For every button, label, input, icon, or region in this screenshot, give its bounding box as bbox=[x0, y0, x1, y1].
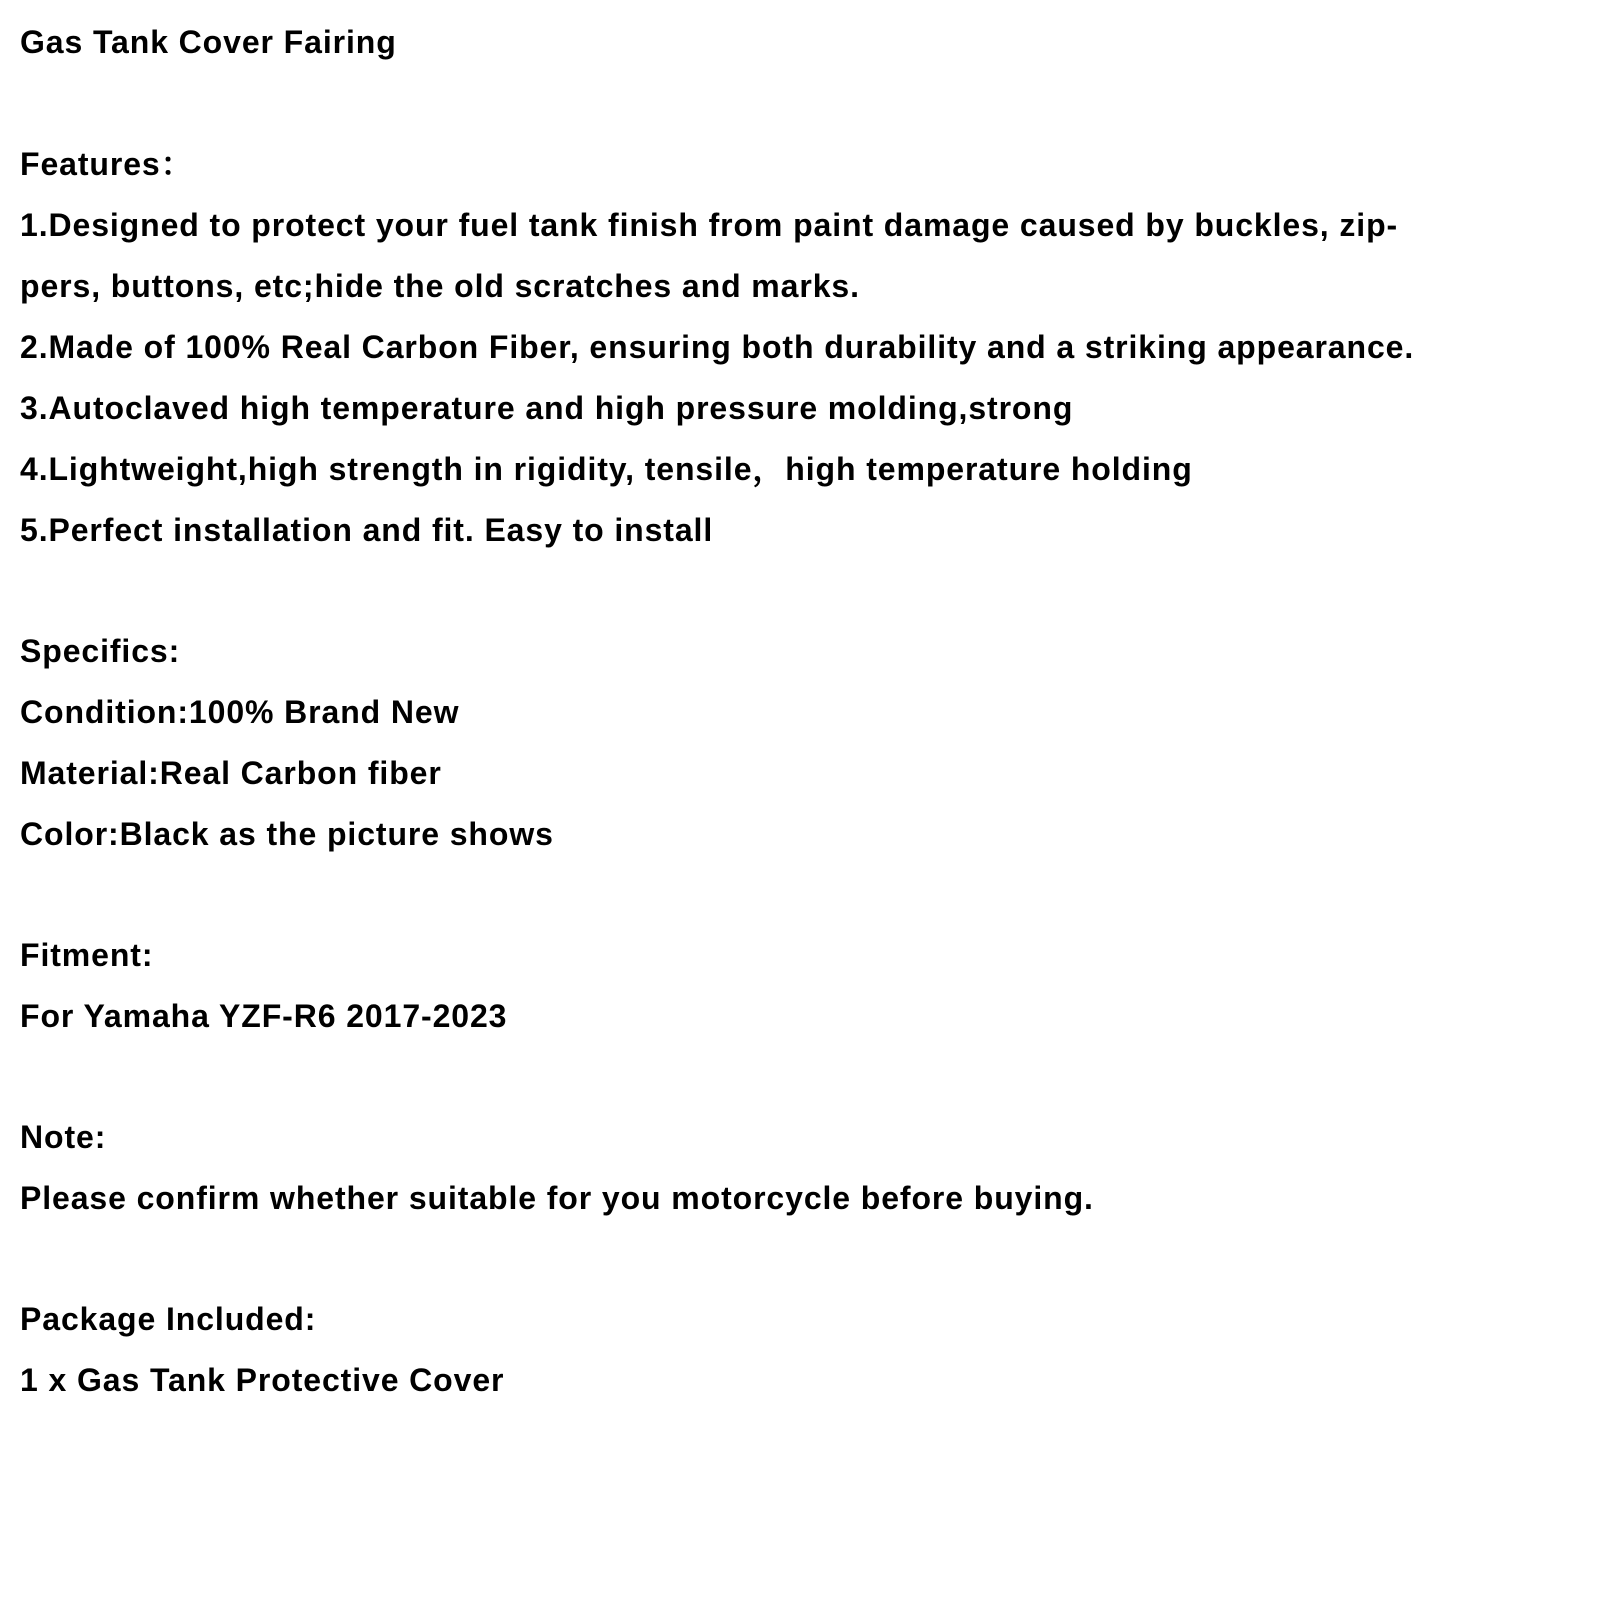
feature-item: pers, buttons, etc;hide the old scratches and marks. bbox=[20, 268, 860, 304]
package-item: 1 x Gas Tank Protective Cover bbox=[20, 1362, 505, 1398]
specifics-heading: Specifics: bbox=[20, 633, 181, 669]
features-heading: Features： bbox=[20, 146, 194, 182]
feature-item: 4.Lightweight,high strength in rigidity, tensile，high temperature holding bbox=[20, 451, 1193, 487]
spec-condition: Condition:100% Brand New bbox=[20, 694, 460, 730]
spec-material: Material:Real Carbon fiber bbox=[20, 755, 442, 791]
note-text: Please confirm whether suitable for you motorcycle before buying. bbox=[20, 1180, 1094, 1216]
feature-item: 1.Designed to protect your fuel tank finish from paint damage caused by buckles, zip- bbox=[20, 207, 1399, 243]
feature-item: 5.Perfect installation and fit. Easy to install bbox=[20, 512, 714, 548]
feature-item: 2.Made of 100% Real Carbon Fiber, ensuring both durability and a striking appearance. bbox=[20, 329, 1415, 365]
spec-color: Color:Black as the picture shows bbox=[20, 816, 554, 852]
feature-item: 3.Autoclaved high temperature and high pressure molding,strong bbox=[20, 390, 1074, 426]
fitment-heading: Fitment: bbox=[20, 937, 154, 973]
product-title: Gas Tank Cover Fairing bbox=[20, 24, 397, 60]
fitment-text: For Yamaha YZF-R6 2017-2023 bbox=[20, 998, 508, 1034]
package-heading: Package Included: bbox=[20, 1301, 317, 1337]
note-heading: Note: bbox=[20, 1119, 107, 1155]
